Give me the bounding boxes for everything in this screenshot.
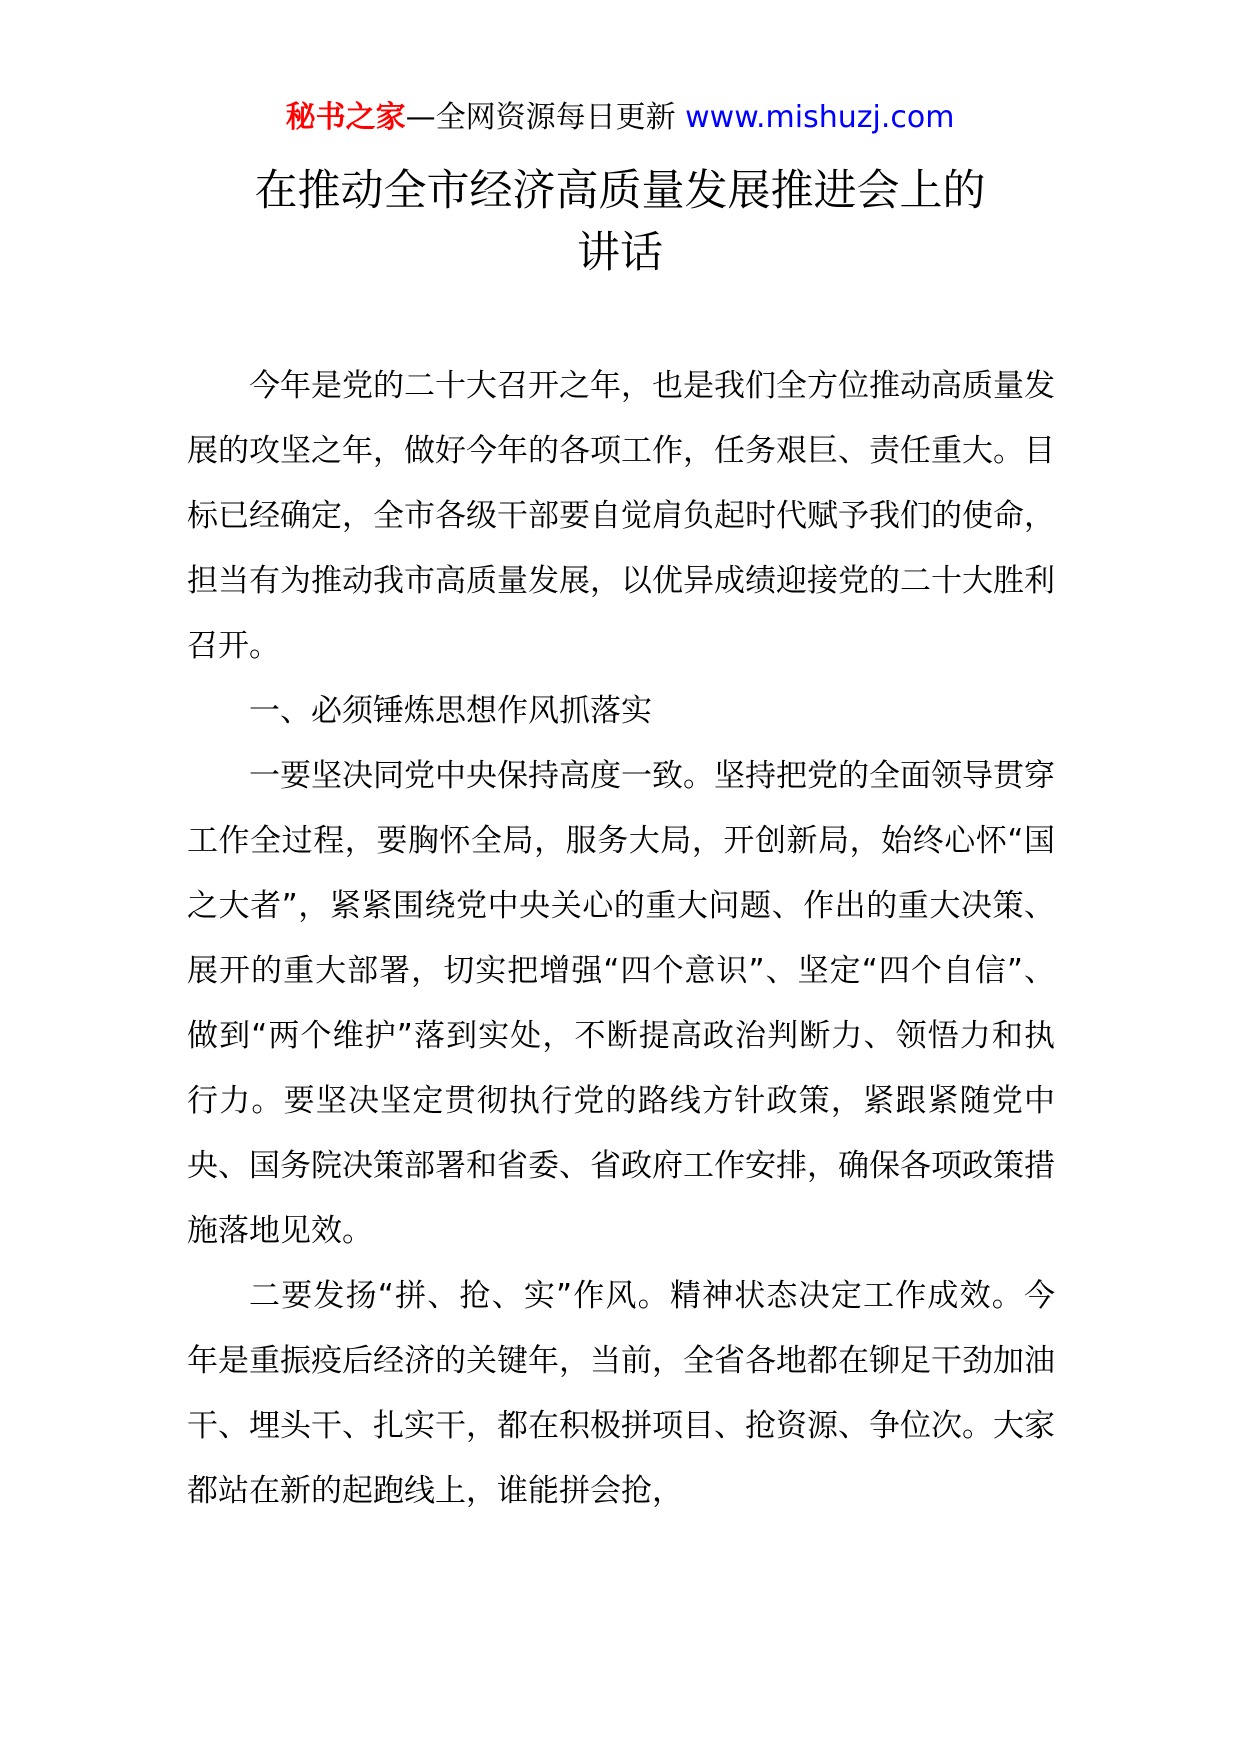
body-paragraph-point-1: 一要坚决同党中央保持高度一致。坚持把党的全面领导贯穿工作全过程，要胸怀全局，服务大局，开创新局，始终心怀“国之大者”，紧紧围绕党中央关心的重大问题、作出的重大决策、展开的重大部署，切实把增强“四个意识”、坚定“四个自信”、做到“两个维护”落到实处，不断提高政治判断力、领悟力和执行力。要坚决坚定贯彻执行党的路线方针政策，紧跟紧随党中央、国务院决策部署和省委、省政府工作安排，确保各项政策措施落地见效。 — [187, 758, 1055, 1249]
body-paragraph-intro: 今年是党的二十大召开之年，也是我们全方位推动高质量发展的攻坚之年，做好今年的各项工作，任务艰巨、责任重大。目标已经确定，全市各级干部要自觉肩负起时代赋予我们的使命，担当有为推动我市高质量发展，以优异成绩迎接党的二十大胜利召开。 — [187, 368, 1055, 664]
site-header — [0, 98, 1240, 138]
brand-name: 秘书之家 — [285, 100, 406, 135]
site-tagline: —全网资源每日更新 — [405, 100, 686, 135]
document-body — [187, 354, 1055, 1524]
document-title-line-1: 在推动全市经济高质量发展推进会上的 — [254, 166, 986, 216]
site-url-link[interactable]: www.mishuzj.com — [685, 100, 955, 135]
body-paragraph-point-2: 二要发扬“拼、抢、实”作风。精神状态决定工作成效。今年是重振疫后经济的关键年，当前，全省各地都在铆足干劲加油干、埋头干、扎实干，都在积极拼项目、抢资源、争位次。大家都站在新的起跑线上，谁能拼会抢， — [187, 1278, 1055, 1509]
document-title — [0, 160, 1240, 284]
document-title-line-2: 讲话 — [577, 228, 663, 278]
section-heading-1: 一、必须锤炼思想作风抓落实 — [249, 693, 652, 729]
